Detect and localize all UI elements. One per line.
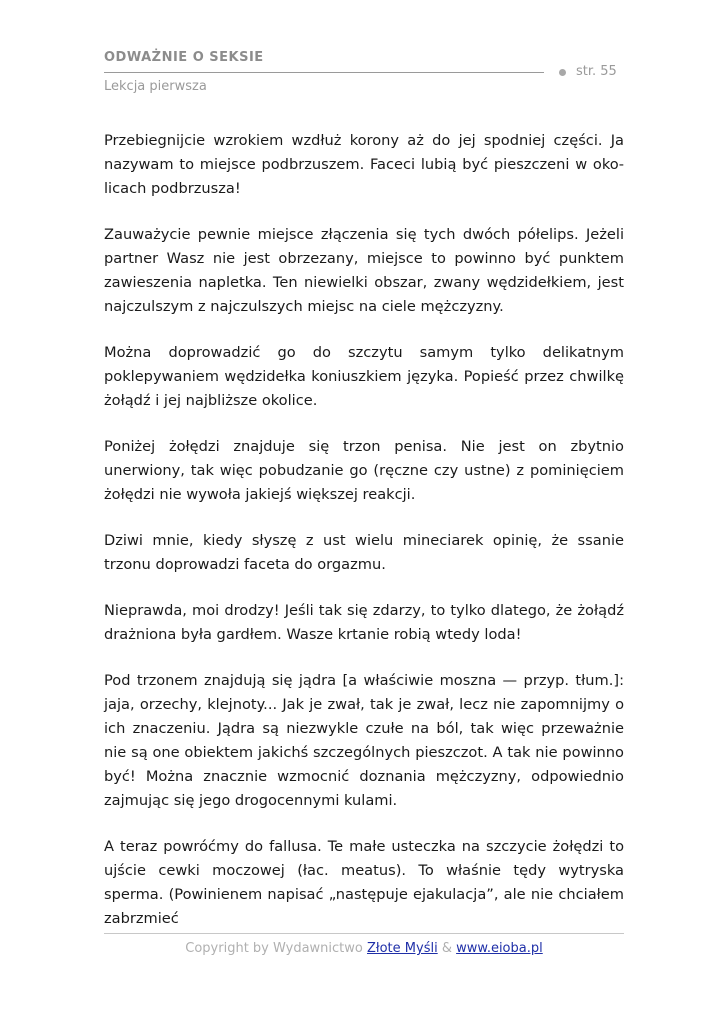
header-rule <box>104 72 544 73</box>
bullet-dot-icon <box>559 69 566 76</box>
paragraph: Przebiegnijcie wzrokiem wzdłuż korony aż do jej spodniej części. Ja nazywam to miejsce podbrzuszem. Faceci lubią być pieszczeni w okolicach podbrzusza! <box>104 132 624 197</box>
body-text <box>104 129 624 953</box>
paragraph: Nieprawda, moi drodzy! Jeśli tak się zdarzy, to tylko dlatego, że żołądź drażniona była gardłem. Wasze krtanie robią wtedy loda! <box>104 602 624 643</box>
paragraph: Zauważycie pewnie miejsce złączenia się tych dwóch półelips. Jeżeli partner Wasz nie jest obrzezany, miejsce to powinno być punktem zawieszenia napletka. Ten niewielki obszar, zwany wędzidełkiem, jest najczulszym z najczulszych miejsc na ciele mężczyzny. <box>104 226 624 315</box>
footer-separator: & <box>441 941 452 956</box>
paragraph: Można doprowadzić go do szczytu samym tylko delikatnym poklepywaniem wędzidełka koniuszkiem języka. Popieść przez chwilkę żołądź i jej najbliższe okolice. <box>104 344 624 409</box>
paragraph: Pod trzonem znajdują się jądra [a właściwie moszna — przyp. tłum.]: jaja, orzechy, klejnoty... Jak je zwał, tak je zwał, lecz nie zapomnijmy o ich znaczeniu. Jądra są niezwykle czułe na ból, tak więc przeważnie nie są one obiektem jakichś szczególnych pieszczot. A tak nie powinno być! Można znacznie wzmocnić doznania mężczyzny, odpowiednio zajmując się jego drogocennymi kulami. <box>104 672 624 809</box>
paragraph: Poniżej żołędzi znajduje się trzon penisa. Nie jest on zbytnio unerwiony, tak więc pobudzanie go (ręczne czy ustne) z pominięciem żołędzi nie wywoła jakiejś większej reakcji. <box>104 438 624 503</box>
book-title: ODWAŻNIE O SEKSIE <box>104 50 264 65</box>
copyright-text: Copyright by Wydawnictwo <box>185 941 363 956</box>
page-number: str. 55 <box>576 64 617 79</box>
paragraph: A teraz powróćmy do fallusa. Te małe usteczka na szczycie żołędzi to ujście cewki moczowej (łac. meatus). To właśnie tędy wytryska sperma. (Powinienem napisać „następuje ejakulacja”, ale nie chciałem zabrzmieć <box>104 838 624 927</box>
footer-rule <box>104 933 624 934</box>
chapter-title: Lekcja pierwsza <box>104 79 207 94</box>
publisher-link[interactable]: Złote Myśli <box>367 941 438 956</box>
website-link[interactable]: www.eioba.pl <box>456 941 543 956</box>
footer <box>0 941 728 956</box>
paragraph: Dziwi mnie, kiedy słyszę z ust wielu mineciarek opinię, że ssanie trzonu doprowadzi faceta do orgazmu. <box>104 532 624 573</box>
